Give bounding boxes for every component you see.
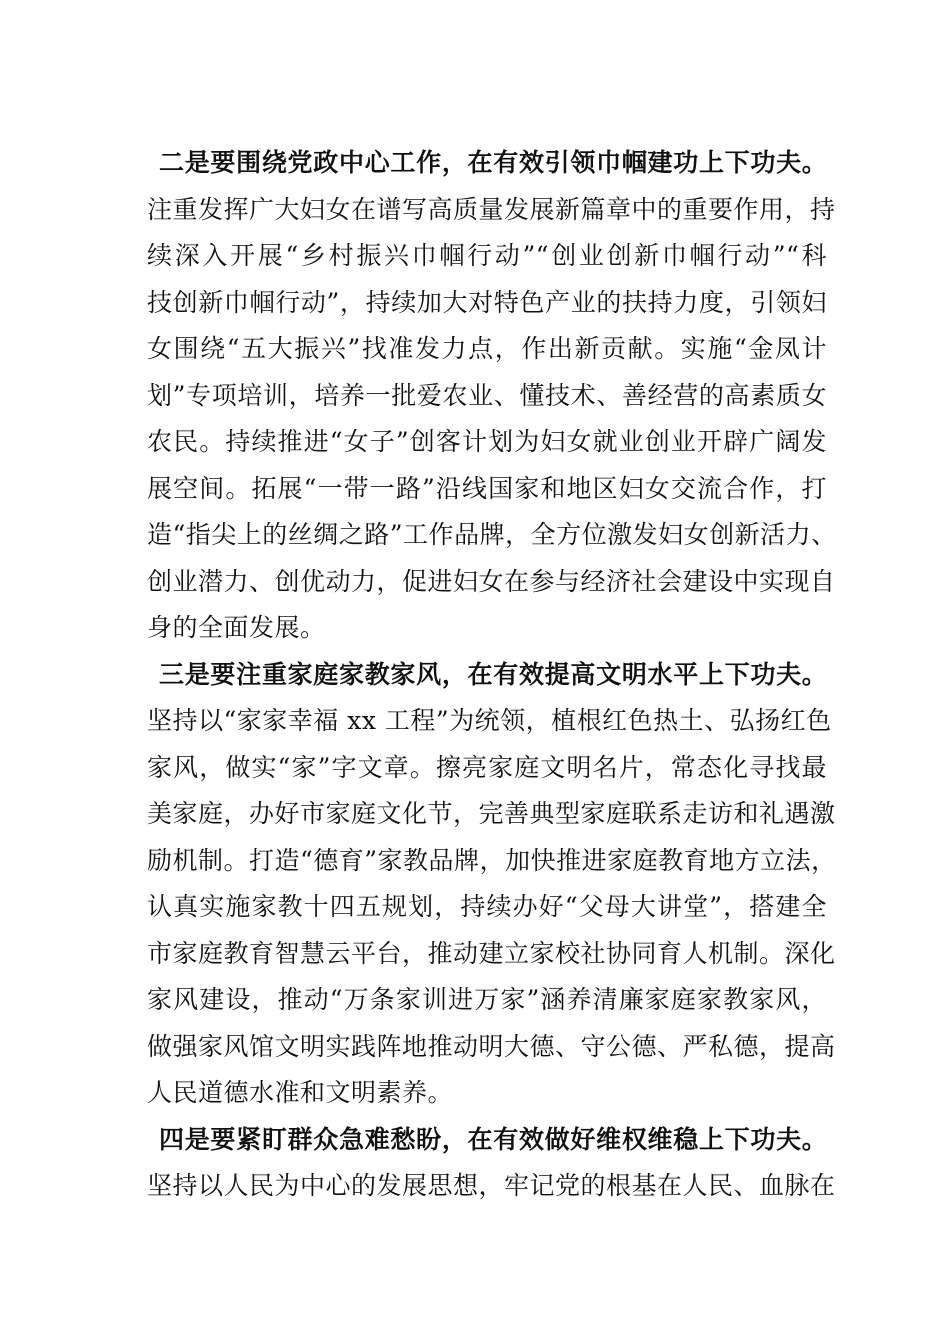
paragraph-2-line: 划”专项培训，培养一批爱农业、懂技术、善经营的高素质女: [147, 380, 827, 410]
paragraph-2-line: 技创新巾帼行动”，持续加大对特色产业的扶持力度，引领妇: [147, 287, 827, 317]
paragraph-4-line: 坚持以人民为中心的发展思想，牢记党的根基在人民、血脉在: [147, 1171, 836, 1200]
paragraph-2-line: 身的全面发展。: [147, 613, 326, 642]
paragraph-2-line: 女围绕“五大振兴”找准发力点，作出新贡献。实施“金凤计: [147, 334, 827, 363]
paragraph-2-line: 续深入开展“乡村振兴巾帼行动”“创业创新巾帼行动”“科: [147, 241, 827, 270]
paragraph-3-line: 认真实施家教十四五规划，持续办好“父母大讲堂”，搭建全: [147, 892, 827, 921]
paragraph-3-line: 励机制。打造“德育”家教品牌，加快推进家庭教育地方立法，: [147, 845, 837, 875]
paragraph-3-line: 坚持以“家家幸福 xx 工程”为统领，植根红色热土、弘扬红色: [147, 706, 832, 735]
paragraph-3-line: 市家庭教育智慧云平台，推动建立家校社协同育人机制。深化: [147, 938, 836, 968]
paragraph-3-line: 做强家风馆文明实践阵地推动明大德、守公德、严私德，提高: [147, 1031, 836, 1061]
paragraph-3-line: 人民道德水准和文明素养。: [147, 1078, 454, 1107]
paragraph-3-heading: 三是要注重家庭家教家风，在有效提高文明水平上下功夫。: [159, 659, 827, 689]
paragraph-2-line: 农民。持续推进“女子”创客计划为妇女就业创业开辟广阔发: [147, 427, 827, 456]
paragraph-3-line: 家风，做实“家”字文章。擦亮家庭文明名片，常态化寻找最: [147, 752, 827, 782]
paragraph-2-line: 造“指尖上的丝绸之路”工作品牌，全方位激发妇女创新活力、: [147, 520, 837, 549]
paragraph-2-heading: 二是要围绕党政中心工作，在有效引领巾帼建功上下功夫。: [159, 148, 827, 177]
paragraph-2-line: 注重发挥广大妇女在谱写高质量发展新篇章中的重要作用，持: [147, 194, 836, 224]
paragraph-3-line: 美家庭，办好市家庭文化节，完善典型家庭联系走访和礼遇激: [147, 799, 836, 828]
document-body: [147, 140, 837, 1210]
paragraph-3-line: 家风建设，推动“万条家训进万家”涵养清廉家庭家教家风，: [147, 985, 827, 1014]
paragraph-2-line: 创业潜力、创优动力，促进妇女在参与经济社会建设中实现自: [147, 566, 836, 596]
paragraph-2-line: 展空间。拓展“一带一路”沿线国家和地区妇女交流合作，打: [147, 473, 827, 503]
paragraph-4-heading: 四是要紧盯群众急难愁盼，在有效做好维权维稳上下功夫。: [159, 1124, 827, 1154]
